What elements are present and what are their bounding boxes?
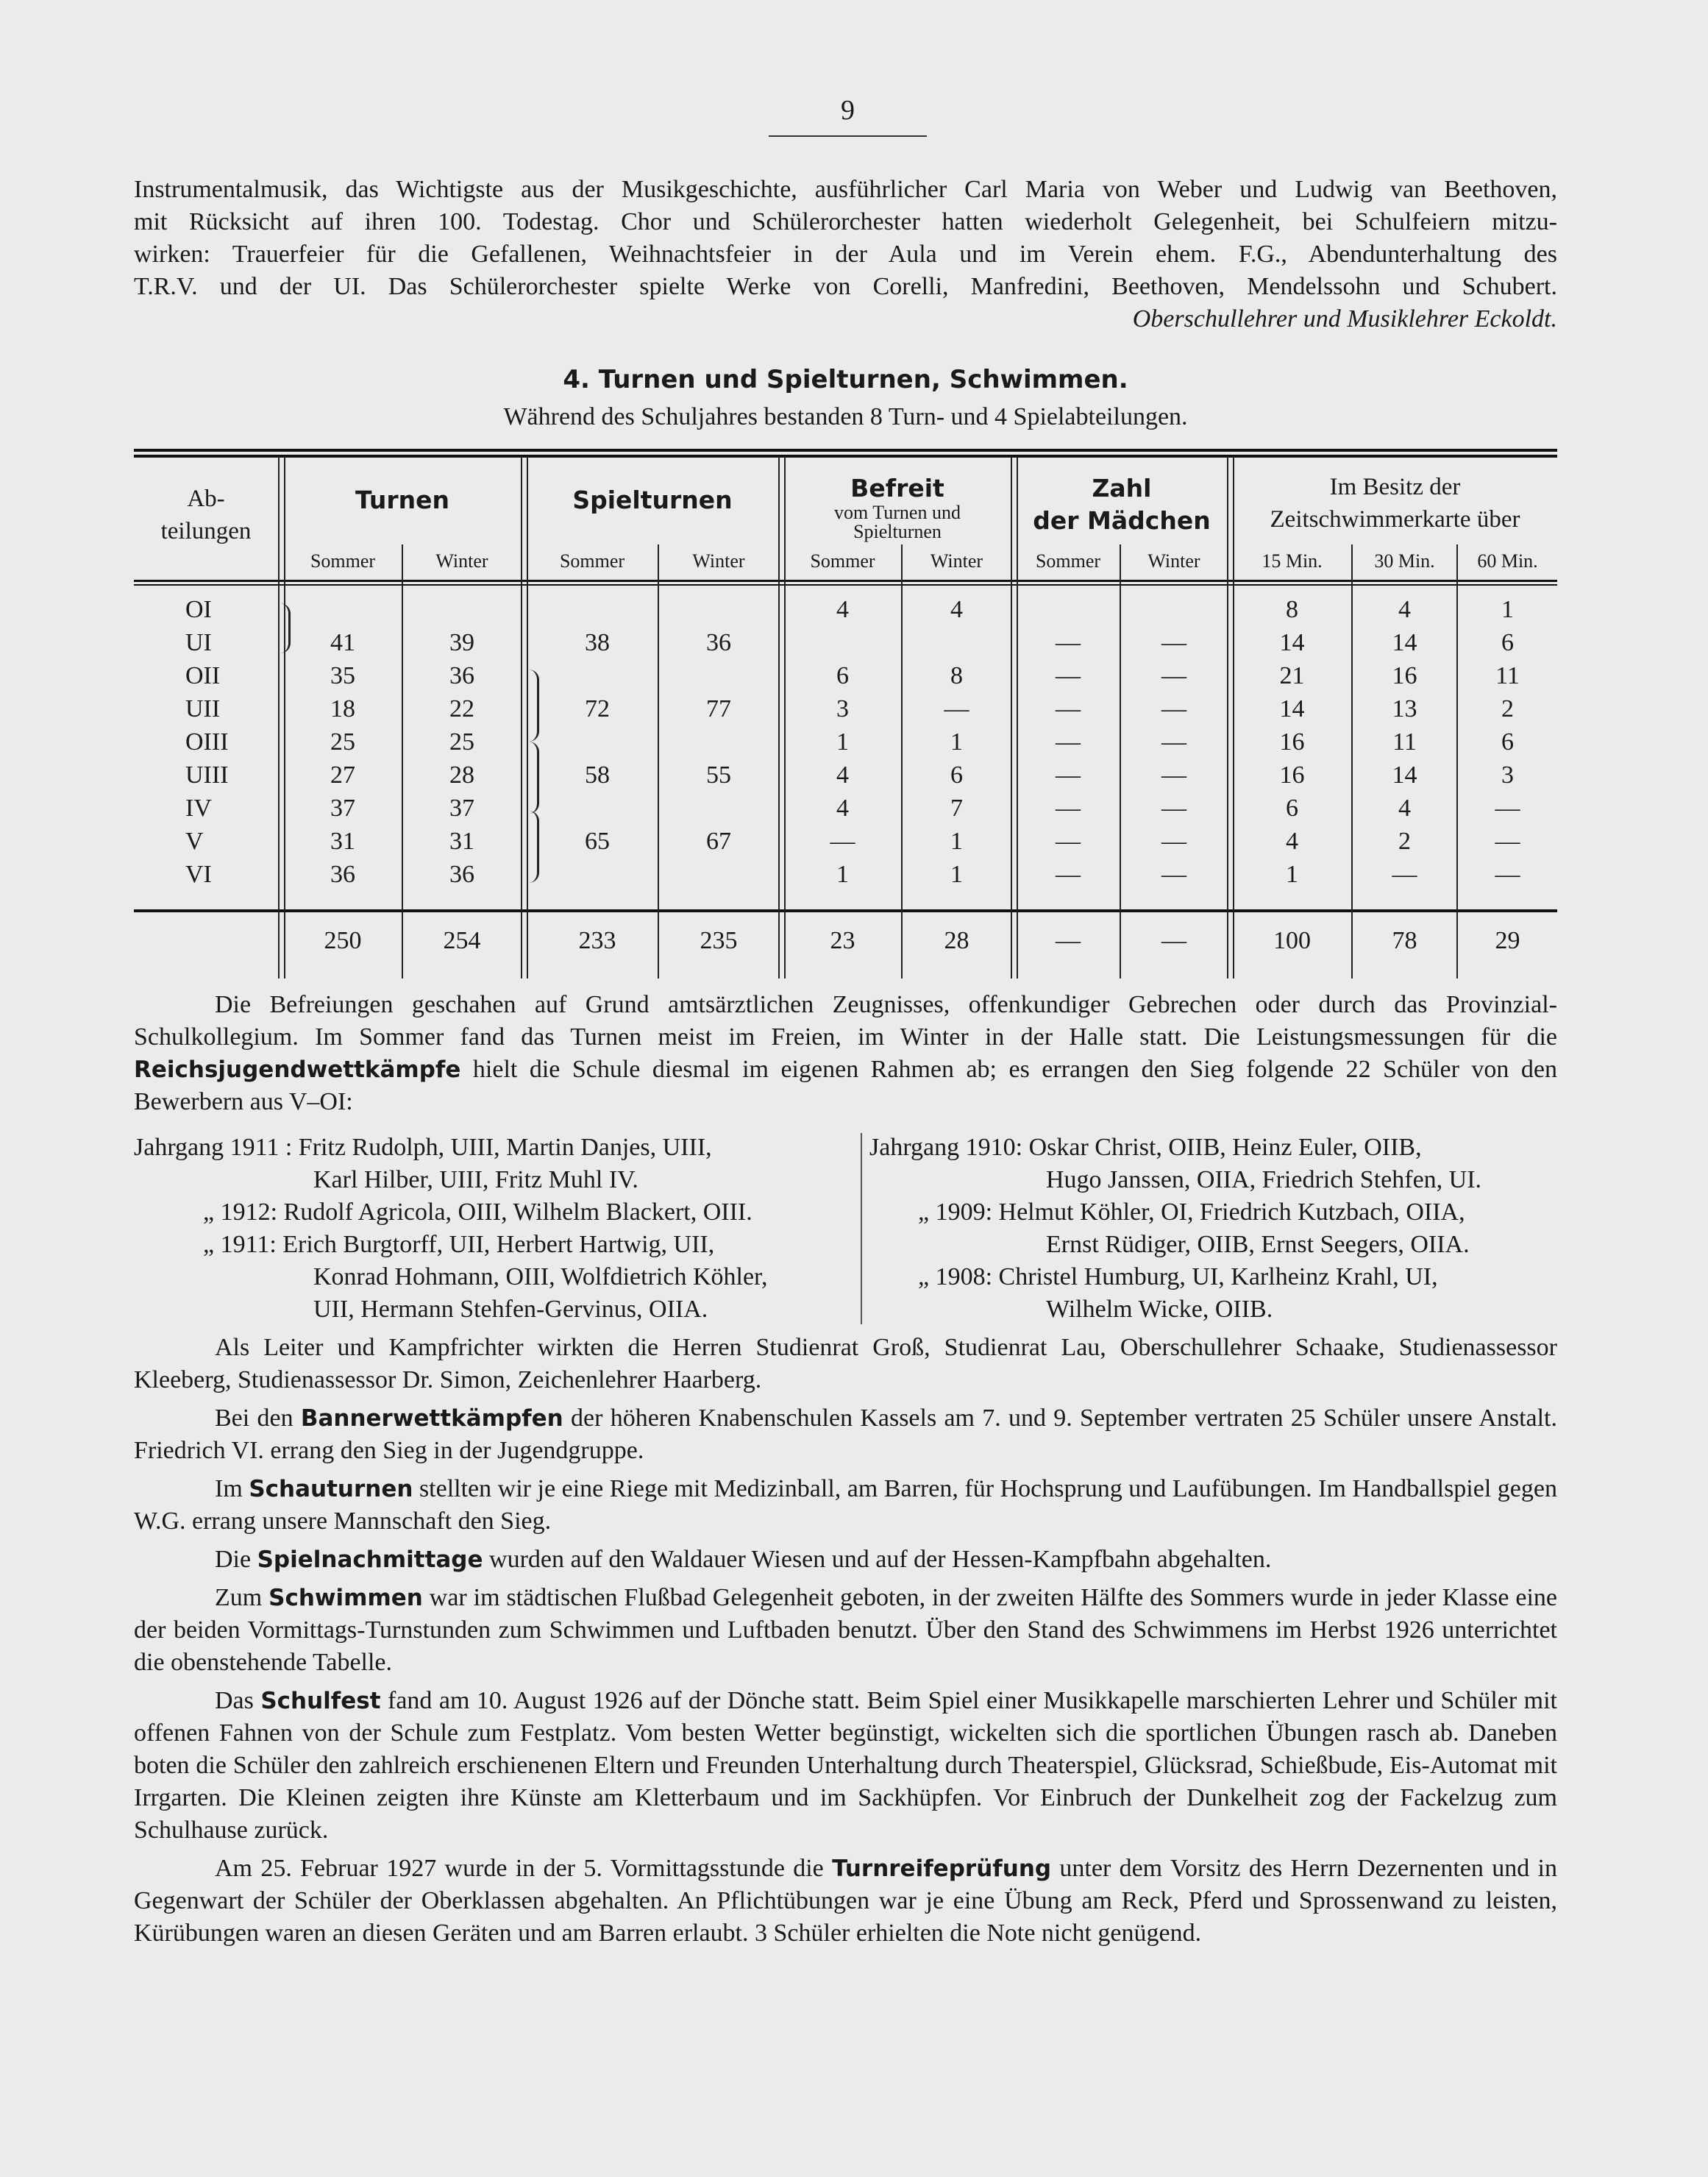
row-class-label: UIII — [185, 761, 229, 789]
table-cell: 1 — [950, 861, 963, 888]
table-cell: 37 — [449, 795, 474, 822]
jahrgang-right-line: Wilhelm Wicke, OIIB. — [1046, 1296, 1273, 1323]
total-cell: — — [1056, 927, 1081, 954]
schauturnen-tail: stellten wir je eine Riege mit Medizinball, am Barren, für Hochsprung und Laufübungen. Im Handballspiel gegen W.G. errang unsere Mannschaft den Sieg. — [134, 1475, 1557, 1535]
table-cell: 8 — [1286, 596, 1298, 623]
table-cell: 7 — [950, 795, 963, 822]
table-cell: 38 — [585, 629, 610, 656]
jahrgang-left-line: Jahrgang 1911 : Fritz Rudolph, UIII, Martin Danjes, UIII, — [134, 1134, 712, 1161]
intro-line: T.R.V. und der UI. Das Schülerorchester spielte Werke von Corelli, Manfredini, Beethoven, Mendelssohn und Schubert. — [134, 273, 1557, 300]
total-cell: 29 — [1495, 927, 1520, 954]
header-zahl: Zahl — [1092, 474, 1152, 502]
row-class-label: IV — [185, 795, 212, 822]
total-cell: 250 — [324, 927, 362, 954]
row-class-label: OIII — [185, 728, 229, 756]
table-cell: 3 — [836, 695, 849, 722]
schwimmen-tail: war im städtischen Flußbad Gelegenheit geboten, in der zweiten Hälfte des Sommers wurde in jeder Klasse eine der beiden Vormittags-Turnstunden zum Schwimmen und Luftbaden benutzt. Über den Stand des Schwimmens im Herbst 1926 unterrichtet die obenstehende Tabelle. — [134, 1584, 1557, 1676]
jahrgang-right-line: „ 1908: Christel Humburg, UI, Karlheinz Krahl, UI, — [918, 1263, 1438, 1290]
table-cell: 37 — [330, 795, 355, 822]
intro-line: mit Rücksicht auf ihren 100. Todestag. Chor und Schülerorchester hatten wiederholt Gelegenheit, bei Schulfeiern mitzu- — [134, 208, 1557, 235]
table-cell: 25 — [449, 728, 474, 756]
sports-table — [134, 449, 1557, 979]
header-abteilungen-1: Ab- — [187, 486, 225, 512]
table-header-rule — [134, 580, 1557, 582]
section-title: 4. Turnen und Spielturnen, Schwimmen. — [563, 365, 1128, 394]
table-cell: — — [1161, 728, 1186, 756]
table-cell: 36 — [449, 861, 474, 888]
table-cell: 2 — [1501, 695, 1514, 722]
header-sommer: Sommer — [1035, 550, 1101, 572]
banner-tail: der höheren Knabenschulen Kassels am 7. und 9. September vertraten 25 Schüler unsere Anstalt. Friedrich VI. errang den Sieg in der Jugendgruppe. — [134, 1404, 1557, 1464]
header-sommer: Sommer — [310, 550, 376, 572]
table-cell: — — [1161, 662, 1186, 689]
table-cell: 6 — [1286, 795, 1298, 822]
table-cell: — — [1495, 861, 1520, 888]
total-cell: 100 — [1273, 927, 1311, 954]
table-cell: — — [1161, 761, 1186, 789]
header-sommer: Sommer — [559, 550, 625, 572]
jahrgang-left-line: Karl Hilber, UIII, Fritz Muhl IV. — [313, 1166, 638, 1193]
table-top-rule — [134, 449, 1557, 452]
banner-paragraph — [134, 1402, 1557, 1467]
table-cell: — — [1161, 629, 1186, 656]
table-cell: 16 — [1392, 662, 1417, 689]
table-cell: 13 — [1392, 695, 1417, 722]
table-cell: 4 — [1398, 795, 1411, 822]
table-cell: 1 — [836, 861, 849, 888]
header-besitz-2: Zeitschwimmerkarte über — [1270, 506, 1520, 533]
header-30min: 30 Min. — [1374, 550, 1435, 572]
table-cell: 58 — [585, 761, 610, 789]
table-cell: 11 — [1392, 728, 1417, 756]
table-cell: 27 — [330, 761, 355, 789]
col-line — [778, 458, 780, 979]
schulfest-tail: fand am 10. August 1926 auf der Dönche statt. Beim Spiel einer Musikkapelle marschierten Lehrer und Schüler mit offenen Fahnen von der Schule zum Festplatz. Vom besten Wetter begünstigt, wickelten sich die sportlichen Übungen rasch ab. Daneben boten die Schüler den zahlreich erschienenen Eltern und Freunden Unterhaltung durch Theaterspiel, Glücksrad, Schießbude, Eis-Automat mit Irrgarten. Die Kleinen zeigten ihre Künste am Kletterbaum und im Sackhüpfen. Vor Einbruch der Dunkelheit zog der Fackelzug zum Schulhause zurück. — [134, 1687, 1557, 1844]
schwimmen-term: Schwimmen — [268, 1585, 423, 1611]
table-cell: — — [1495, 828, 1520, 855]
intro-paragraph — [134, 174, 1557, 335]
header-befreit: Befreit — [850, 474, 944, 502]
table-cell: 4 — [1286, 828, 1298, 855]
intro-line: wirken: Trauerfeier für die Gefallenen, Weihnachtsfeier in der Aula und im Verein ehem. F.G., Abendunterhaltung des — [134, 241, 1557, 268]
turnreife-term: Turnreifeprüfung — [832, 1855, 1052, 1882]
header-sommer: Sommer — [810, 550, 875, 572]
total-cell: — — [1161, 927, 1186, 954]
table-cell: 16 — [1279, 761, 1305, 789]
header-befreit-sub: Spielturnen — [853, 521, 942, 542]
table-cell: 31 — [330, 828, 355, 855]
schauturnen-term: Schauturnen — [249, 1476, 413, 1502]
spielnachmittage-term: Spielnachmittage — [257, 1546, 483, 1573]
table-total-rule — [134, 909, 1557, 912]
header-turnen: Turnen — [355, 486, 450, 514]
table-cell: 39 — [449, 629, 474, 656]
header-winter: Winter — [435, 550, 488, 572]
col-line — [521, 458, 522, 979]
table-cell: 6 — [836, 662, 849, 689]
header-winter: Winter — [930, 550, 983, 572]
table-cell: 14 — [1279, 629, 1305, 656]
table-cell: 1 — [950, 728, 963, 756]
befreiungen-tail: hielt die Schule diesmal im eigenen Rahmen ab; es errangen den Sieg folgende 22 Schüler von den Bewerbern aus V–OI: — [134, 1056, 1557, 1115]
table-cell: 2 — [1398, 828, 1411, 855]
total-cell: 78 — [1392, 927, 1417, 954]
total-cell: 23 — [830, 927, 855, 954]
total-cell: 233 — [578, 927, 616, 954]
table-top-rule — [134, 455, 1557, 458]
table-cell: 4 — [836, 761, 849, 789]
banner-lead: Bei den — [215, 1404, 301, 1432]
total-cell: 254 — [443, 927, 481, 954]
table-cell: — — [1392, 861, 1417, 888]
table-cell: 41 — [330, 629, 355, 656]
header-winter: Winter — [1147, 550, 1200, 572]
table-cell: 22 — [449, 695, 474, 722]
jahrgang-left-line: Konrad Hohmann, OIII, Wolfdietrich Köhler, — [313, 1263, 768, 1290]
table-cell: 35 — [330, 662, 355, 689]
befreiungen-paragraph — [134, 989, 1557, 1118]
table-cell: 72 — [585, 695, 610, 722]
jahrgang-divider — [861, 1133, 862, 1324]
page-number-rule — [769, 135, 927, 137]
kampfrichter-paragraph: Als Leiter und Kampfrichter wirkten die Herren Studienrat Groß, Studienrat Lau, Oberschullehrer Schaake, Studienassessor Kleeberg, Studienassessor Dr. Simon, Zeichenlehrer Haarberg. — [134, 1334, 1557, 1393]
table-header-rule — [134, 584, 1557, 586]
table-cell: — — [1056, 795, 1081, 822]
table-cell: 18 — [330, 695, 355, 722]
table-cell: — — [1495, 795, 1520, 822]
table-cell: 14 — [1392, 629, 1417, 656]
col-line — [278, 458, 280, 979]
table-cell: — — [1056, 828, 1081, 855]
table-cell: 4 — [1398, 596, 1411, 623]
table-cell: 14 — [1279, 695, 1305, 722]
table-cell: 14 — [1392, 761, 1417, 789]
turnreife-paragraph — [134, 1853, 1557, 1950]
table-cell: 1 — [950, 828, 963, 855]
table-cell: — — [1056, 662, 1081, 689]
row-class-label: V — [185, 828, 204, 855]
section-subtitle: Während des Schuljahres bestanden 8 Turn- und 4 Spielabteilungen. — [503, 403, 1188, 430]
schauturnen-paragraph — [134, 1473, 1557, 1538]
table-cell: — — [1056, 629, 1081, 656]
banner-term: Bannerwettkämpfen — [300, 1405, 563, 1432]
row-class-label: UII — [185, 695, 221, 722]
total-cell: 28 — [944, 927, 969, 954]
table-cell: 31 — [449, 828, 474, 855]
table-cell: — — [1056, 761, 1081, 789]
schulfest-term: Schulfest — [260, 1688, 381, 1714]
row-class-label: OII — [185, 662, 221, 689]
header-winter: Winter — [692, 550, 745, 572]
table-cell: 55 — [706, 761, 731, 789]
table-cell: 1 — [1286, 861, 1298, 888]
reichsjugend-term: Reichsjugendwettkämpfe — [134, 1056, 461, 1083]
table-cell: 3 — [1501, 761, 1514, 789]
table-cell: 67 — [706, 828, 731, 855]
schulfest-lead: Das — [215, 1687, 261, 1714]
jahrgang-right-line: Hugo Janssen, OIIA, Friedrich Stehfen, UI. — [1046, 1166, 1482, 1193]
col-line — [1011, 458, 1012, 979]
turnreife-tail: unter dem Vorsitz des Herrn Dezernenten und in Gegenwart der Schüler der Oberklassen abgehalten. An Pflichtübungen war je eine Übung am Reck, Pferd und Sprossenwand zu leisten, Kürübungen waren an diesen Geräten und am Barren erlaubt. 3 Schüler erhielten die Note nicht genügend. — [134, 1855, 1557, 1947]
spielnachmittage-paragraph — [134, 1544, 1557, 1576]
spielnachmittage-lead: Die — [215, 1546, 257, 1573]
header-befreit-sub: vom Turnen und — [834, 502, 961, 523]
header-60min: 60 Min. — [1477, 550, 1538, 572]
table-cell: 4 — [950, 596, 963, 623]
header-15min: 15 Min. — [1262, 550, 1323, 572]
header-besitz-1: Im Besitz der — [1329, 474, 1461, 500]
table-cell: — — [1056, 695, 1081, 722]
intro-line: Instrumentalmusik, das Wichtigste aus der Musikgeschichte, ausführlicher Carl Maria von Weber und Ludwig van Beethoven, — [134, 176, 1557, 203]
table-cell: 36 — [330, 861, 355, 888]
table-cell: 21 — [1279, 662, 1305, 689]
row-class-label: UI — [185, 629, 212, 656]
befreiungen-text: Die Befreiungen geschahen auf Grund amtsärztlichen Zeugnisses, offenkundiger Gebrechen oder durch das Provinzial-Schulkollegium. Im Sommer fand das Turnen meist im Freien, im Winter in der Halle statt. Die Leistungsmessungen für die — [134, 991, 1557, 1051]
intro-signature: Oberschullehrer und Musiklehrer Eckoldt. — [1132, 305, 1557, 333]
table-cell: 65 — [585, 828, 610, 855]
jahrgang-right-line: Ernst Rüdiger, OIIB, Ernst Seegers, OIIA. — [1046, 1231, 1470, 1258]
header-maedchen: der Mädchen — [1033, 506, 1211, 535]
jahrgang-right-line: „ 1909: Helmut Köhler, OI, Friedrich Kutzbach, OIIA, — [918, 1198, 1465, 1226]
table-cell: 1 — [1501, 596, 1514, 623]
body-paragraphs — [134, 1332, 1557, 1950]
table-cell: 11 — [1495, 662, 1520, 689]
table-cell: 25 — [330, 728, 355, 756]
table-cell: — — [1161, 695, 1186, 722]
table-cell: 16 — [1279, 728, 1305, 756]
table-cell: 36 — [449, 662, 474, 689]
table-cell: — — [1161, 861, 1186, 888]
header-spielturnen: Spielturnen — [572, 486, 733, 514]
schwimmen-paragraph — [134, 1582, 1557, 1679]
table-cell: 28 — [449, 761, 474, 789]
spielnachmittage-tail: wurden auf den Waldauer Wiesen und auf der Hessen-Kampfbahn abgehalten. — [483, 1546, 1272, 1573]
row-class-label: OI — [185, 596, 212, 623]
row-class-label: VI — [185, 861, 212, 888]
jahrgang-left-line: UII, Hermann Stehfen-Gervinus, OIIA. — [313, 1296, 708, 1323]
header-abteilungen-2: teilungen — [160, 518, 252, 544]
table-cell: 77 — [706, 695, 731, 722]
table-cell: — — [1161, 828, 1186, 855]
table-cell: 8 — [950, 662, 963, 689]
jahrgang-left-line: „ 1911: Erich Burgtorff, UII, Herbert Hartwig, UII, — [203, 1231, 715, 1258]
col-line — [1227, 458, 1228, 979]
schauturnen-lead: Im — [215, 1475, 249, 1502]
schwimmen-lead: Zum — [215, 1584, 269, 1611]
total-cell: 235 — [700, 927, 738, 954]
table-cell: 4 — [836, 795, 849, 822]
table-cell: — — [1056, 861, 1081, 888]
table-cell: 1 — [836, 728, 849, 756]
page-number: 9 — [841, 95, 855, 126]
table-cell: — — [1161, 795, 1186, 822]
table-cell: — — [1056, 728, 1081, 756]
schulfest-paragraph — [134, 1685, 1557, 1847]
table-cell: — — [830, 828, 855, 855]
table-cell: 6 — [1501, 629, 1514, 656]
table-cell: 6 — [950, 761, 963, 789]
jahrgang-right-line: Jahrgang 1910: Oskar Christ, OIIB, Heinz Euler, OIIB, — [869, 1134, 1422, 1161]
jahrgang-left-line: „ 1912: Rudolf Agricola, OIII, Wilhelm Blackert, OIII. — [203, 1198, 752, 1226]
table-cell: 36 — [706, 629, 731, 656]
table-cell: 6 — [1501, 728, 1514, 756]
table-cell: 4 — [836, 596, 849, 623]
turnreife-lead: Am 25. Februar 1927 wurde in der 5. Vormittagsstunde die — [215, 1855, 833, 1882]
table-cell: — — [944, 695, 969, 722]
